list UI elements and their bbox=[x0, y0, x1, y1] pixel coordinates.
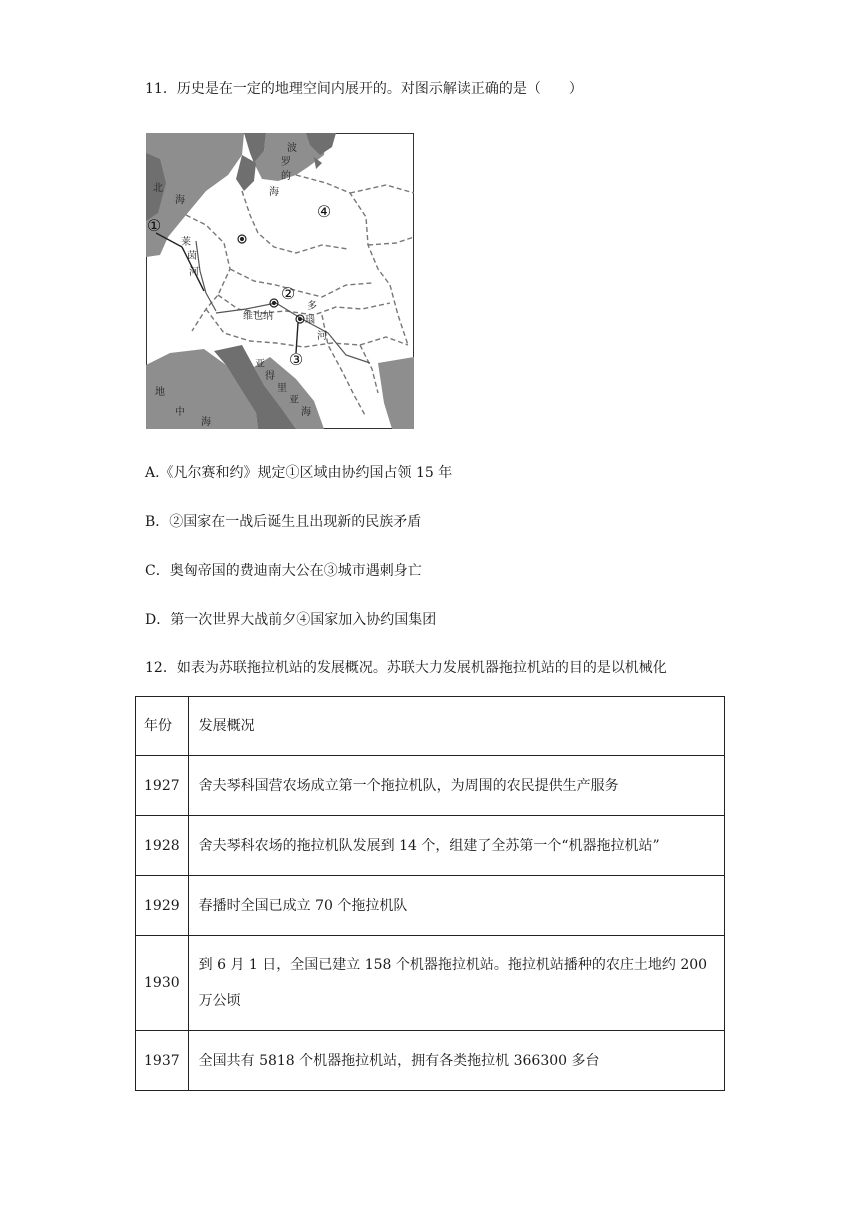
row-overview: 舍夫琴科农场的拖拉机队发展到 14 个，组建了全苏第一个“机器拖拉机站” bbox=[188, 816, 724, 876]
option-d: D．第一次世界大战前夕④国家加入协约国集团 bbox=[145, 612, 437, 628]
tractor-station-table bbox=[135, 696, 725, 1091]
med-label-2: 中 bbox=[175, 407, 185, 418]
table-row bbox=[136, 1031, 725, 1091]
row-overview: 春播时全国已成立 70 个拖拉机队 bbox=[188, 876, 724, 936]
row-overview: 全国共有 5818 个机器拖拉机站，拥有各类拖拉机 366300 多台 bbox=[188, 1031, 724, 1091]
question-12-stem: 12．如表为苏联拖拉机站的发展概况。苏联大力发展机器拖拉机站的目的是以机械化 bbox=[145, 660, 667, 676]
option-b: B．②国家在一战后诞生且出现新的民族矛盾 bbox=[145, 514, 422, 530]
table-row bbox=[136, 876, 725, 936]
med-label-3: 海 bbox=[201, 417, 211, 428]
rhine-label-2: 茵 bbox=[187, 251, 197, 262]
marker-4: ④ bbox=[316, 202, 332, 221]
baltic-label-3: 的 bbox=[281, 171, 291, 182]
row-year: 1929 bbox=[136, 876, 189, 936]
danube-label-2: 瑙 bbox=[305, 315, 315, 326]
med-label-1: 地 bbox=[155, 387, 165, 398]
vienna-label: 维也纳 bbox=[243, 311, 273, 322]
rhine-label-3: 河 bbox=[189, 267, 199, 278]
baltic-label-4: 海 bbox=[269, 187, 279, 198]
row-year: 1930 bbox=[136, 936, 189, 1031]
row-year: 1937 bbox=[136, 1031, 189, 1091]
baltic-label-1: 波 bbox=[287, 143, 297, 154]
north-sea-label-1: 北 bbox=[153, 183, 163, 194]
option-c: C．奥匈帝国的费迪南大公在③城市遇刺身亡 bbox=[145, 563, 422, 579]
header-year: 年份 bbox=[136, 697, 189, 756]
row-year: 1928 bbox=[136, 816, 189, 876]
marker-2: ② bbox=[280, 284, 296, 303]
adriatic-label-1: 亚 bbox=[255, 359, 265, 370]
table-row bbox=[136, 816, 725, 876]
question-11-stem: 11．历史是在一定的地理空间内展开的。对图示解读正确的是（ ） bbox=[145, 81, 583, 97]
adriatic-label-4: 亚 bbox=[289, 395, 299, 406]
adriatic-label-2: 得 bbox=[265, 371, 275, 382]
header-overview: 发展概况 bbox=[188, 697, 724, 756]
table-row bbox=[136, 936, 725, 1031]
europe-map bbox=[146, 133, 414, 429]
marker-3: ③ bbox=[288, 350, 304, 369]
table-row bbox=[136, 756, 725, 816]
option-a: A.《凡尔赛和约》规定①区域由协约国占领 15 年 bbox=[145, 465, 453, 481]
row-overview: 到 6 月 1 日，全国已建立 158 个机器拖拉机站。拖拉机站播种的农庄土地约 200 万公顷 bbox=[188, 936, 724, 1031]
adriatic-label-3: 里 bbox=[277, 383, 287, 394]
row-overview: 舍夫琴科国营农场成立第一个拖拉机队，为周围的农民提供生产服务 bbox=[188, 756, 724, 816]
north-sea-label-2: 海 bbox=[175, 195, 185, 206]
marker-1: ① bbox=[146, 216, 162, 235]
row-year: 1927 bbox=[136, 756, 189, 816]
adriatic-label-5: 海 bbox=[301, 407, 311, 418]
table-header-row bbox=[136, 697, 725, 756]
danube-label-1: 多 bbox=[307, 301, 317, 312]
rhine-label-1: 莱 bbox=[181, 237, 191, 248]
baltic-label-2: 罗 bbox=[281, 157, 291, 168]
danube-label-3: 河 bbox=[317, 331, 327, 342]
